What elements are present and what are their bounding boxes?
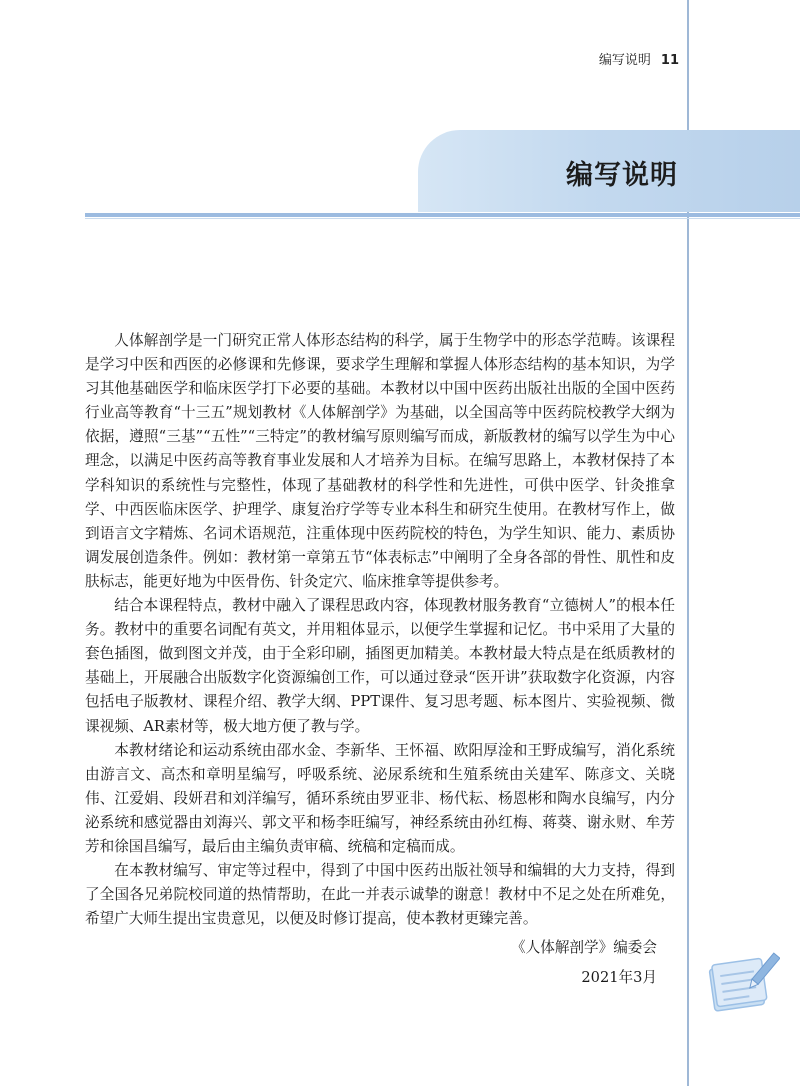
title-band xyxy=(418,130,800,212)
page-title: 编写说明 xyxy=(566,160,678,191)
notepad-pencil-icon xyxy=(706,951,780,1017)
page-number: 11 xyxy=(660,53,679,68)
paragraph: 结合本课程特点，教材中融入了课程思政内容，体现教材服务教育“立德树人”的根本任务。教材中的重要名词配有英文，并用粗体显示，以便学生掌握和记忆。书中采用了大量的套色插图，做到图文并茂，由于全彩印刷，插图更加精美。本教材最大特点是在纸质教材的基础上，开展融合出版数字化资源编创工作，可以通过登录“医开讲”获取数字化资源，内容包括电子版教材、课程介绍、教学大纲、PPT课件、复习思考题、标本图片、实验视频、微课视频、AR素材等，极大地方便了教与学。 xyxy=(85,597,675,735)
paragraph: 本教材绪论和运动系统由邵水金、李新华、王怀福、欧阳厚淦和王野成编写，消化系统由游言文、高杰和章明星编写，呼吸系统、泌尿系统和生殖系统由关建军、陈彦文、关晓伟、江爱娟、段妍君和刘洋编写，循环系统由罗亚非、杨代耘、杨恩彬和陶水良编写，内分泌系统和感觉器由刘海兴、郭文平和杨李旺编写，神经系统由孙红梅、蒋葵、谢永财、牟芳芳和徐国昌编写，最后由主编负责审稿、统稿和定稿而成。 xyxy=(85,741,675,855)
paragraph: 在本教材编写、审定等过程中，得到了中国中医药出版社领导和编辑的大力支持，得到了全国各兄弟院校同道的热情帮助，在此一并表示诚挚的谢意！教材中不足之处在所难免，希望广大师生提出宝贵意见，以便及时修订提高，使本教材更臻完善。 xyxy=(85,862,675,928)
title-rule xyxy=(85,213,800,217)
running-header-section: 编写说明 xyxy=(598,53,651,68)
signature-block xyxy=(511,933,657,993)
signature-date: 2021年3月 xyxy=(581,969,657,986)
title-rule-thin xyxy=(85,218,800,219)
body-text xyxy=(85,329,675,931)
running-header xyxy=(599,49,679,68)
signature-committee: 《人体解剖学》编委会 xyxy=(511,939,657,956)
paragraph: 人体解剖学是一门研究正常人体形态结构的科学，属于生物学中的形态学范畴。该课程是学习中医和西医的必修课和先修课，要求学生理解和掌握人体形态结构的基本知识，为学习其他基础医学和临床医学打下必要的基础。本教材以中国中医药出版社出版的全国中医药行业高等教育“十三五”规划教材《人体解剖学》为基础，以全国高等中医药院校教学大纲为依据，遵照“三基”“五性”“三特定”的教材编写原则编写而成，新版教材的编写以学生为中心理念，以满足中医药高等教育事业发展和人才培养为目标。在编写思路上，本教材保持了本学科知识的系统性与完整性，体现了基础教材的科学性和先进性，可供中医学、针灸推拿学、中西医临床医学、护理学、康复治疗学等专业本科生和研究生使用。在教材写作上，做到语言文字精炼、名词术语规范，注重体现中医药院校的特色，为学生知识、能力、素质协调发展创造条件。例如：教材第一章第五节“体表标志”中阐明了全身各部的骨性、肌性和皮肤标志，能更好地为中医骨伤、针灸定穴、临床推拿等提供参考。 xyxy=(85,332,675,590)
